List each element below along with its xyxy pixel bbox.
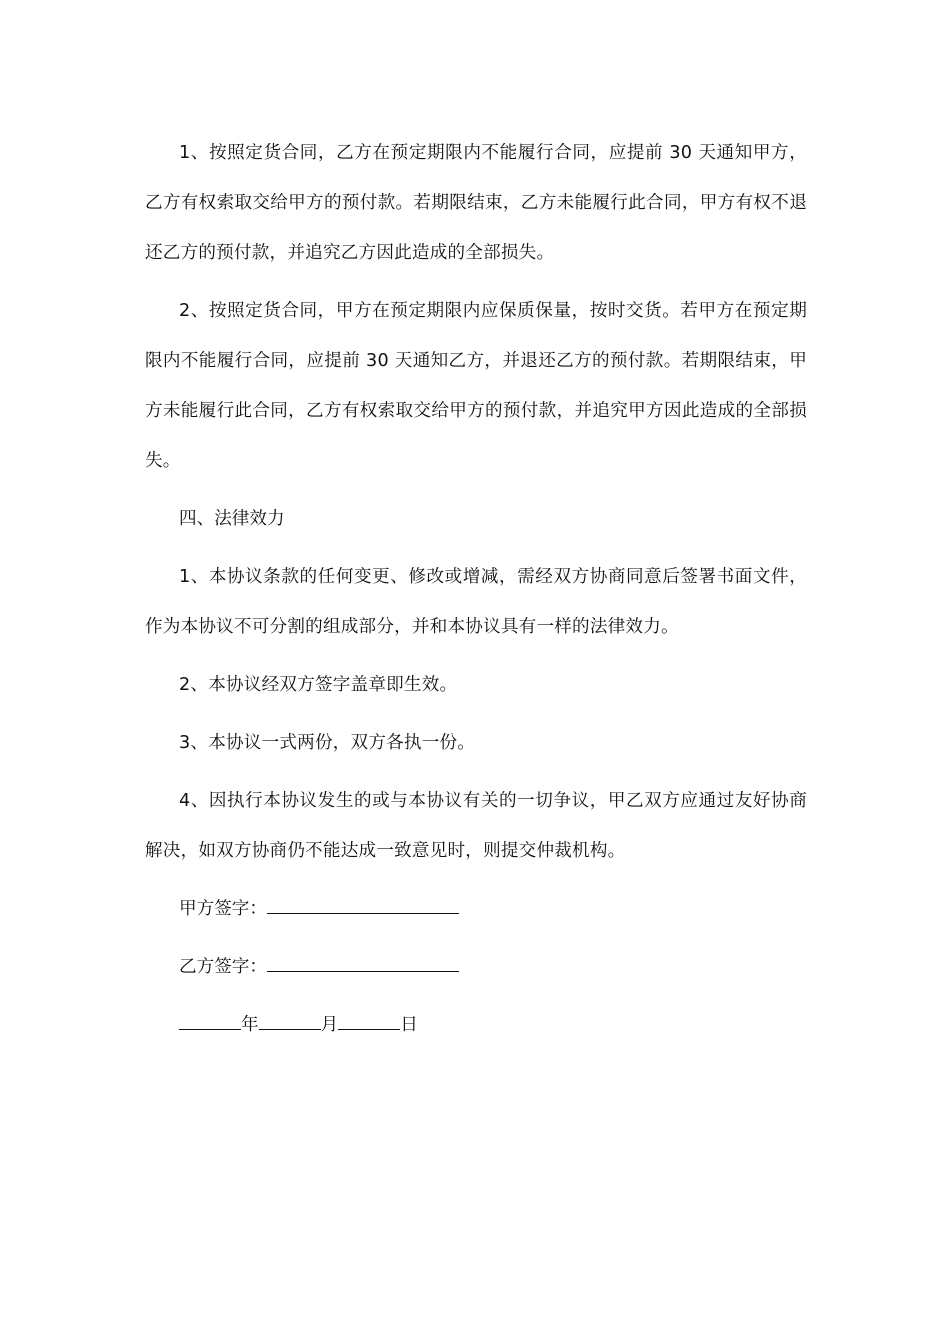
month-label: 月	[320, 1015, 339, 1035]
year-label: 年	[241, 1015, 259, 1035]
date-line	[145, 1000, 807, 1050]
year-blank[interactable]	[179, 1015, 241, 1030]
day-blank[interactable]	[338, 1015, 400, 1030]
section-heading-legal-effect: 四、法律效力	[179, 509, 285, 529]
party-b-signature-label: 乙方签字：	[179, 957, 267, 977]
day-label: 日	[400, 1015, 418, 1035]
clause-3-1: 1、按照定货合同，乙方在预定期限内不能履行合同，应提前 30 天通知甲方，乙方有权索取交给甲方的预付款。若期限结束，乙方未能履行此合同，甲方有权不退还乙方的预付款，并追究乙方因此造成的全部损失。	[145, 143, 807, 263]
clause-4-2: 2、本协议经双方签字盖章即生效。	[179, 675, 458, 695]
party-b-signature-line	[145, 942, 807, 992]
party-a-signature-line	[145, 884, 807, 934]
document-page	[145, 128, 807, 1058]
party-b-signature-blank[interactable]	[267, 957, 459, 972]
month-blank[interactable]	[259, 1015, 321, 1030]
clause-4-4: 4、因执行本协议发生的或与本协议有关的一切争议，甲乙双方应通过友好协商解决，如双方协商仍不能达成一致意见时，则提交仲裁机构。	[145, 791, 807, 861]
clause-4-3: 3、本协议一式两份，双方各执一份。	[179, 733, 476, 753]
clause-4-1: 1、本协议条款的任何变更、修改或增减，需经双方协商同意后签署书面文件，作为本协议不可分割的组成部分，并和本协议具有一样的法律效力。	[145, 567, 807, 637]
party-a-signature-label: 甲方签字：	[179, 899, 267, 919]
party-a-signature-blank[interactable]	[267, 899, 459, 914]
clause-3-2: 2、按照定货合同，甲方在预定期限内应保质保量，按时交货。若甲方在预定期限内不能履行合同，应提前 30 天通知乙方，并退还乙方的预付款。若期限结束，甲方未能履行此合同，乙方有权索取交给甲方的预付款，并追究甲方因此造成的全部损失。	[145, 301, 807, 471]
